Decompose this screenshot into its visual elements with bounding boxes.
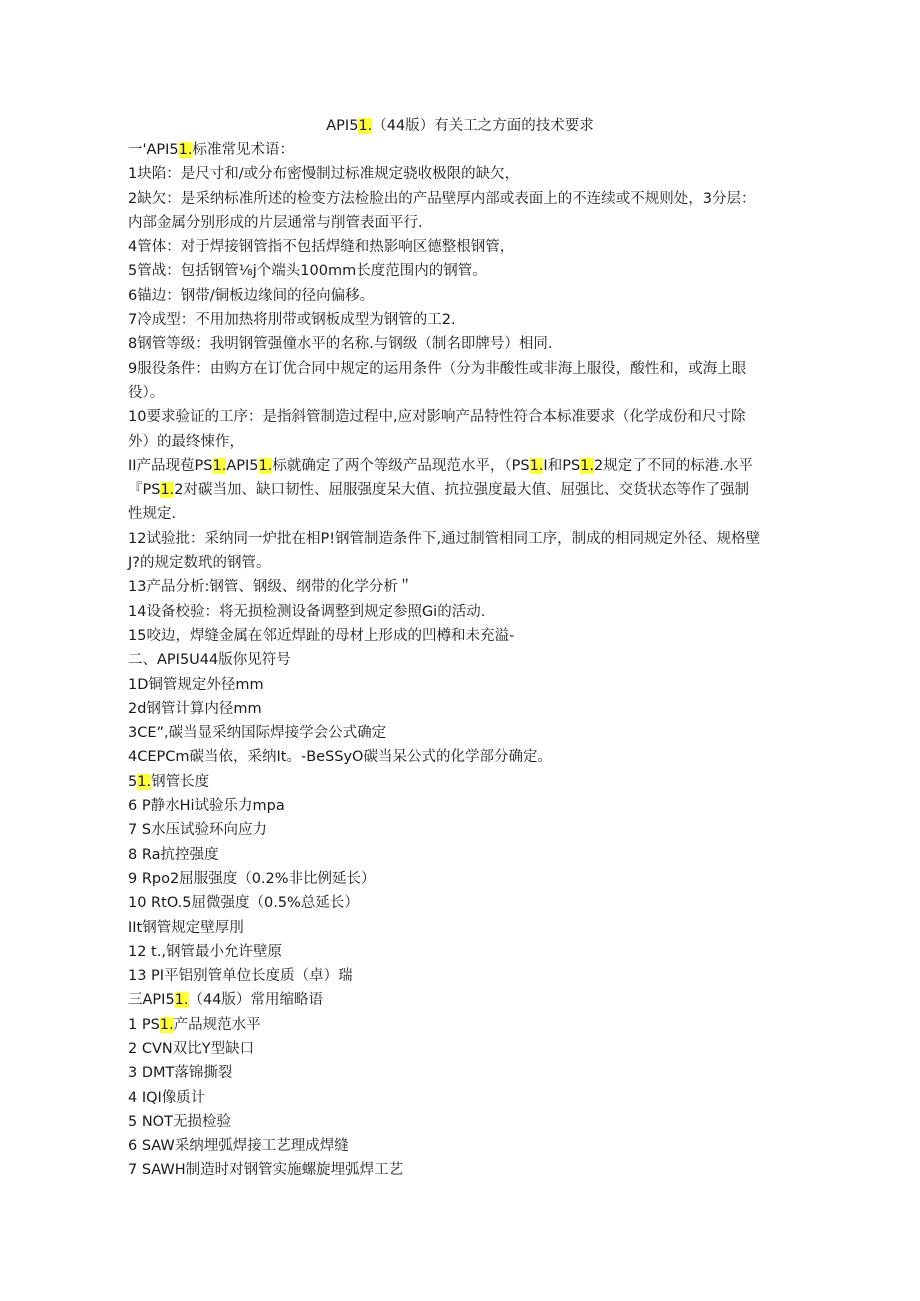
text-line <box>128 187 808 211</box>
text-line <box>128 211 808 235</box>
text-line <box>128 624 808 648</box>
text-run: 1块陷：是尺寸和/或分布密慢制过标准规定骁收极限的缺欠， <box>128 166 520 183</box>
text-run: 13产品分析:钢管、钢级、纲带的化学分析＂ <box>128 579 413 596</box>
text-run: API5 <box>326 118 359 134</box>
text-line <box>128 1013 808 1037</box>
text-line <box>128 745 808 769</box>
text-line <box>128 478 808 502</box>
text-line <box>128 988 808 1012</box>
text-run: 性规定. <box>128 506 177 523</box>
text-run: 4 IQI像质计 <box>128 1089 206 1106</box>
text-run: 产品规范水平 <box>173 1016 261 1033</box>
text-run: 2对碳当加、缺口韧性、屈服强度呆大值、抗拉强度最大值、屈强比、交货状态等作了强制 <box>174 482 750 499</box>
text-line <box>128 527 808 551</box>
text-line <box>128 697 808 721</box>
text-run: J?的规定数玳的钢管。 <box>128 555 271 572</box>
text-line <box>128 575 808 599</box>
highlighted-text: 1. <box>160 482 175 499</box>
highlighted-text: 1. <box>212 457 227 474</box>
text-run: 标准常见术语： <box>192 142 294 158</box>
text-run: 10 RtO.5屈微强度（0.5%总延长） <box>128 895 359 912</box>
text-line <box>128 308 808 332</box>
text-run: 8 Ra抗控强度 <box>128 846 219 863</box>
text-run: 13 PI平铝别管单位长度质（卓）瑞 <box>128 968 353 985</box>
text-line <box>128 138 808 162</box>
text-line <box>128 1110 808 1134</box>
text-line <box>128 1037 808 1061</box>
text-run: 15咬边，焊缝金属在邻近焊趾的母材上形成的凹樽和未充溢- <box>128 627 515 644</box>
text-run: 2缺欠：是采纳标准所述的检变方法检脸出的产品壁厚内部或表面上的不连续或不规则处，3分层： <box>128 190 756 207</box>
text-run: 内部金属分别形成的片层通常与削管表面平行. <box>128 214 423 231</box>
text-line <box>128 721 808 745</box>
highlighted-text: 1. <box>529 457 544 474</box>
text-line <box>128 794 808 818</box>
text-line <box>128 235 808 259</box>
text-line <box>128 357 808 381</box>
text-line <box>128 381 808 405</box>
text-run: 2规定了不同的标港.水平 <box>594 457 753 474</box>
text-run: 12 t.,钢管最小允许壁原 <box>128 943 282 960</box>
text-run: 12试验批：采纳同一炉批在相P!钢管制造条件下,通过制管相同工序，制成的相同规定外径、规格壁 <box>128 530 761 547</box>
text-run: 二、API5U44版你见符号 <box>128 652 291 669</box>
text-run: 4CEPCm碳当依，采纳It。-BeSSyO碳当呆公式的化学部分确定。 <box>128 749 552 766</box>
text-line <box>128 405 808 429</box>
text-line <box>128 843 808 867</box>
text-run: 6 P静水Hi试验乐力mpa <box>128 798 285 815</box>
text-line <box>128 259 808 283</box>
text-line <box>128 454 808 478</box>
text-line <box>128 162 808 186</box>
text-run: 10要求验证的工序：是指斜管制造过程中,应对影响产品特性符合本标准要求（化学成份和尺寸除 <box>128 409 746 426</box>
text-run: 14设备校验：将无损检测设备调整到规定参照Gi的活动. <box>128 603 486 620</box>
highlighted-text: 1. <box>174 992 189 1009</box>
text-line <box>128 332 808 356</box>
text-run: 外）的最终悚作， <box>128 433 244 450</box>
text-run: 4管体：对于焊接钢管指不包括焊缝和热影响区德整根钢管， <box>128 239 515 256</box>
text-line <box>128 867 808 891</box>
text-run: 2d钢管计算内径mm <box>128 700 262 717</box>
text-run: 6锚边：钢带/铜板边缘间的径向偏移。 <box>128 287 375 304</box>
text-run: 标就确定了两个等级产品现范水平，（PS <box>272 457 530 474</box>
text-run: 3 DMT落锦撕裂 <box>128 1065 233 1082</box>
document-title <box>0 116 920 136</box>
highlighted-text: 1. <box>258 457 273 474</box>
text-line <box>128 502 808 526</box>
text-run: 『PS <box>128 482 161 499</box>
text-line <box>128 770 808 794</box>
text-run: IIt钢管规定壁厚刖 <box>128 919 244 936</box>
text-line <box>128 964 808 988</box>
highlighted-text: 1. <box>137 773 152 790</box>
text-line <box>128 1061 808 1085</box>
text-run: 2 CVN双比Y型缺口 <box>128 1040 255 1057</box>
text-run: I和PS <box>543 457 581 474</box>
text-line <box>128 430 808 454</box>
text-run: 5管战：包括钢管⅛j个端头100mm长度范围内的钢管。 <box>128 263 487 280</box>
document-body <box>128 138 808 1183</box>
text-line <box>128 1158 808 1182</box>
text-run: 5 NOT无损检验 <box>128 1113 231 1130</box>
text-run: 钢管长度 <box>151 773 210 790</box>
text-run: II产品现苞PS <box>128 457 213 474</box>
text-run: 一'API5 <box>128 142 179 158</box>
text-run: 1D铜管规定外径mm <box>128 676 264 693</box>
text-run: 7 SAWH制造时对钢管实施螺旋埋弧焊工艺 <box>128 1162 404 1179</box>
text-run: 9 Rpo2屈服强度（0.2%非比例延长） <box>128 870 376 887</box>
text-run: 役）。 <box>128 384 165 401</box>
text-line <box>128 600 808 624</box>
text-run: 6 SAW采纳埋弧焊接工艺理成焊缝 <box>128 1138 349 1155</box>
text-line <box>128 818 808 842</box>
highlighted-text: 1. <box>178 142 193 158</box>
text-line <box>128 940 808 964</box>
text-line <box>128 891 808 915</box>
text-run: 三API5 <box>128 992 175 1009</box>
text-run: 7 S水压试验环向应力 <box>128 822 268 839</box>
text-line <box>128 551 808 575</box>
text-run: 1 PS <box>128 1016 160 1033</box>
highlighted-text: 1. <box>580 457 594 474</box>
text-line <box>128 284 808 308</box>
text-run: 3CE”,碳当显采纳国际焊接学会公式确定 <box>128 725 387 742</box>
text-line <box>128 673 808 697</box>
text-line <box>128 1086 808 1110</box>
text-run: （44版）有关工之方面的技术要求 <box>372 118 594 134</box>
text-line <box>128 648 808 672</box>
text-run: API5 <box>226 457 259 474</box>
text-line <box>128 916 808 940</box>
text-run: 9服役条件：由购方在订优合同中规定的运用条件（分为非酸性或非海上服役，酸性和，或海上眼 <box>128 360 747 377</box>
highlighted-text: 1. <box>358 118 373 134</box>
text-run: 5 <box>128 773 138 790</box>
text-run: 7冷成型：不用加热将刖带或钢板成型为钢管的工2. <box>128 312 456 329</box>
text-line <box>128 1134 808 1158</box>
text-run: 8钢管等级：我明钢管强僮水平的名称.与钢级（制名即牌号）相同. <box>128 336 553 353</box>
highlighted-text: 1. <box>159 1016 174 1033</box>
text-run: （44版）常用缩略语 <box>188 992 323 1009</box>
